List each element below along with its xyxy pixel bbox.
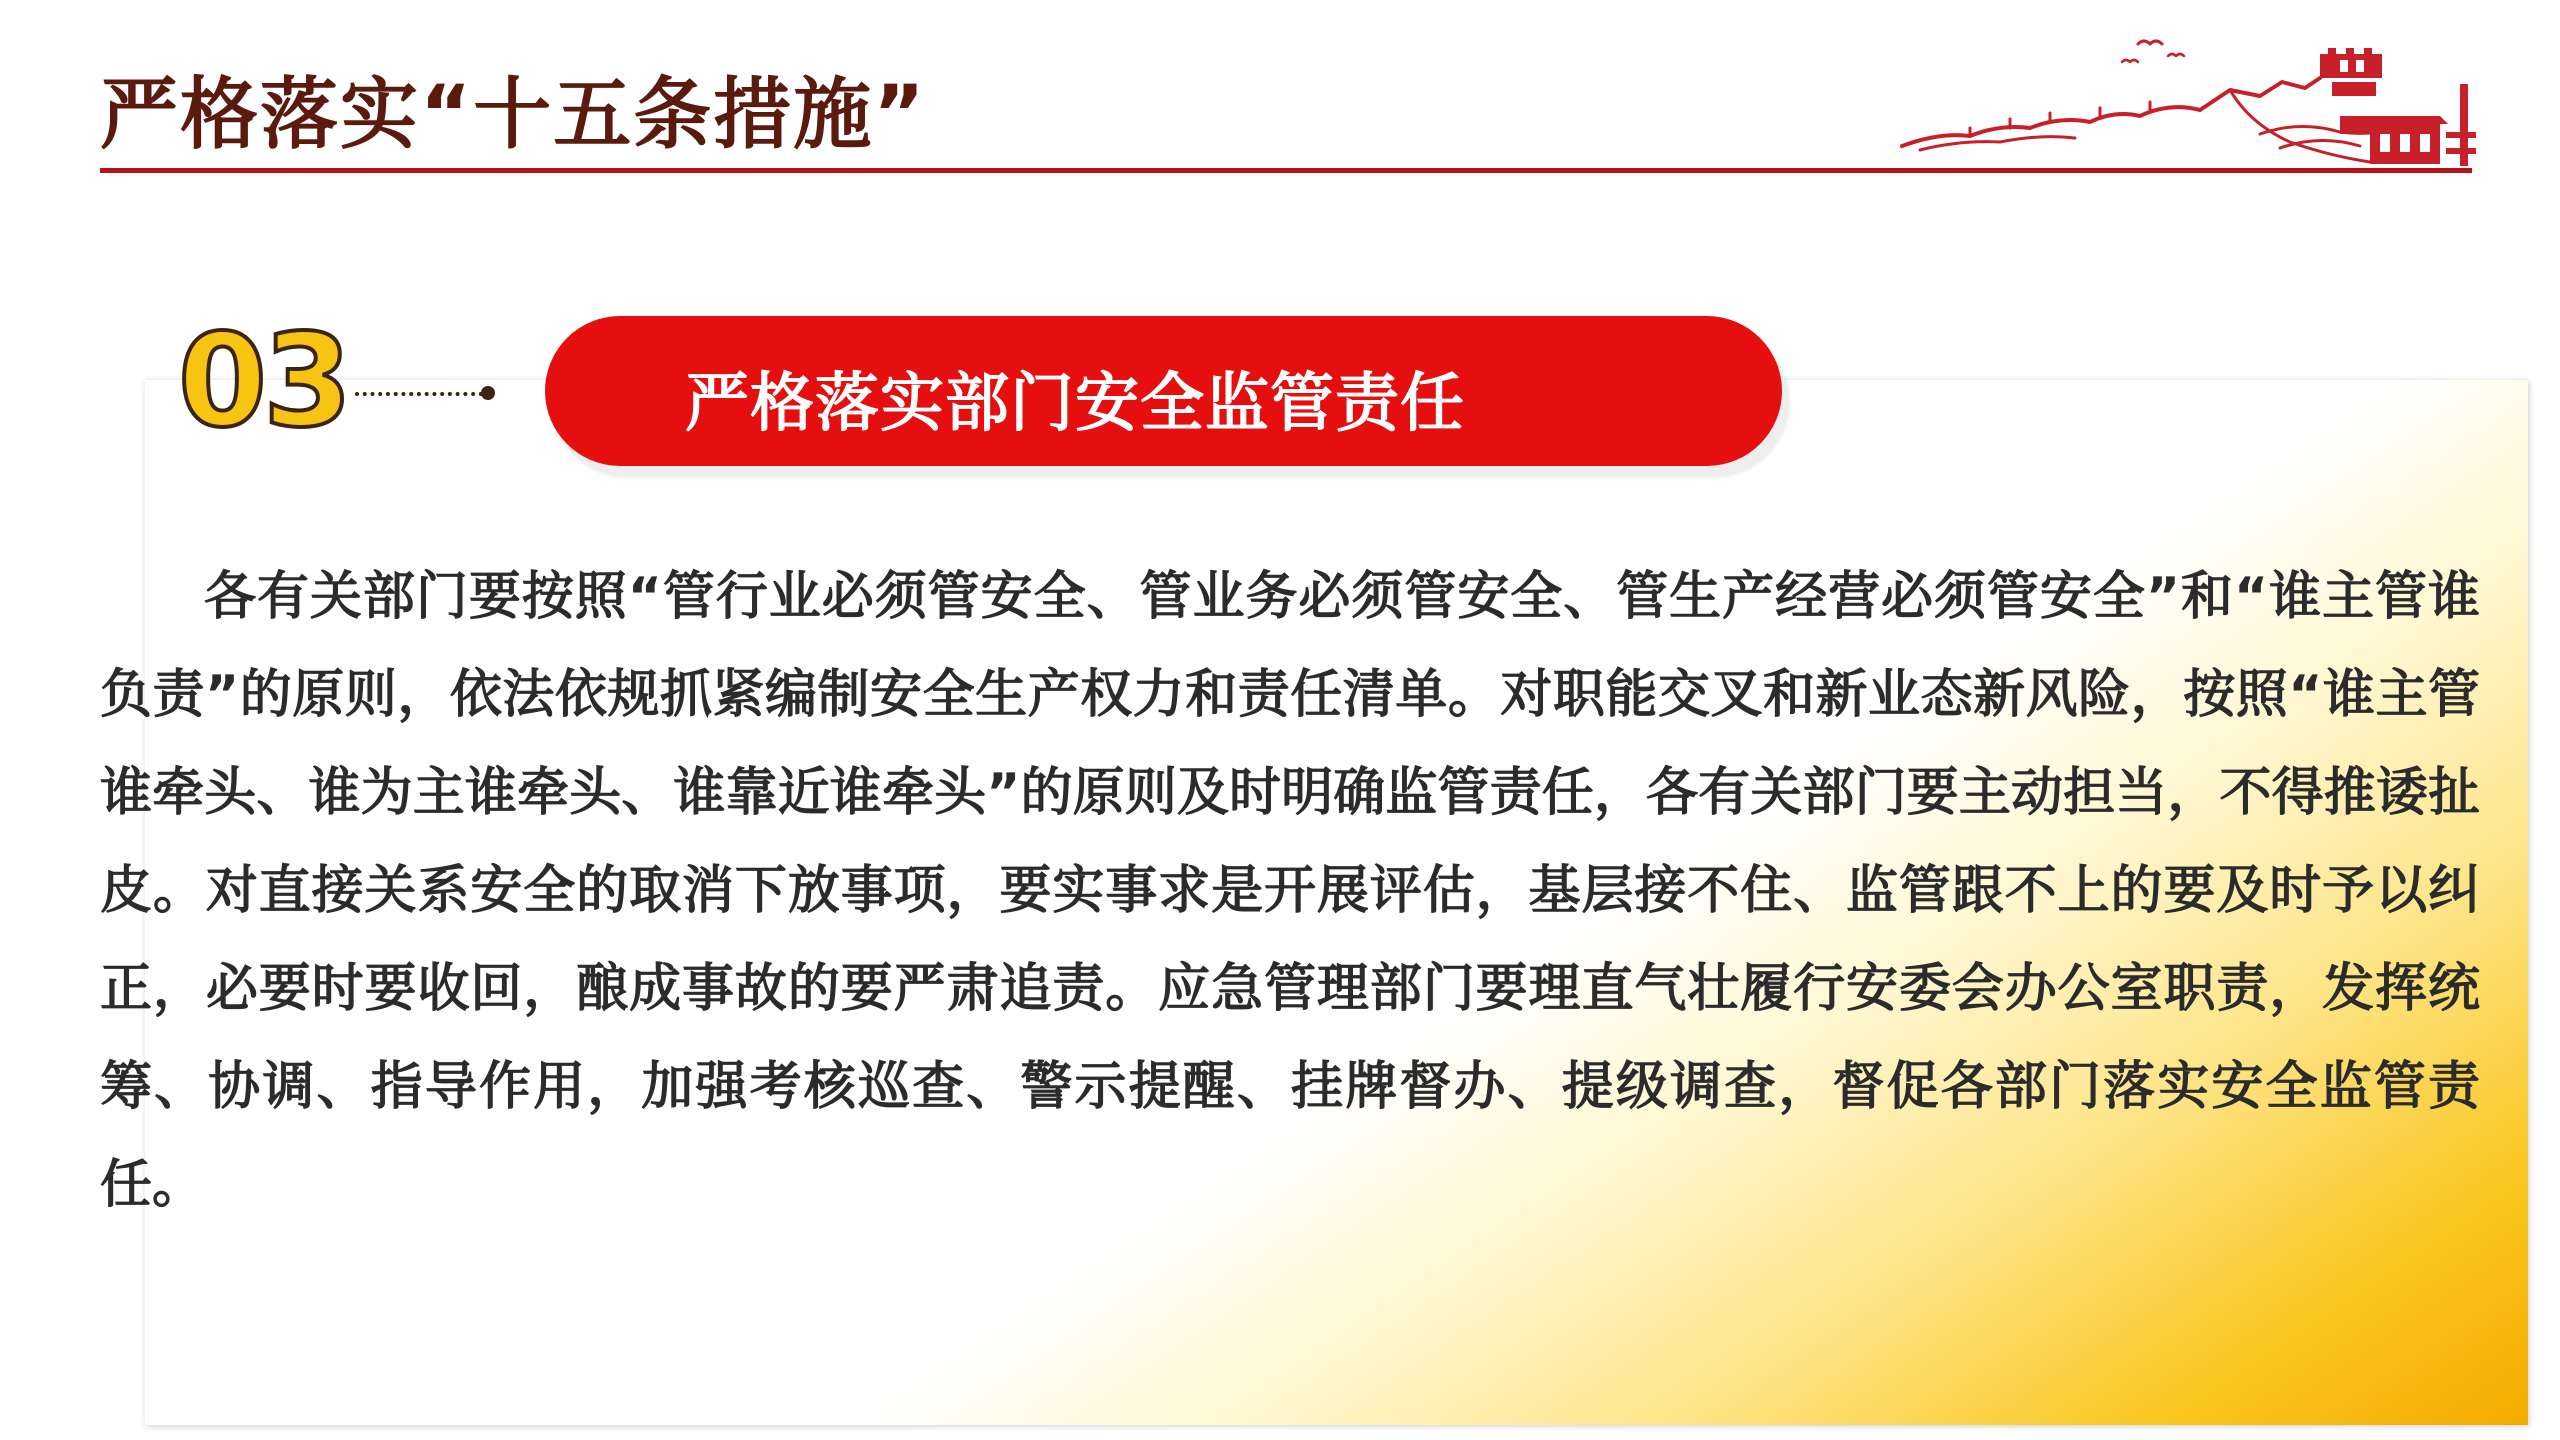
- section-heading-pill: [545, 316, 1782, 466]
- slide-title: 严格落实“十五条措施”: [100, 70, 927, 160]
- title-underline: [100, 168, 2472, 173]
- section-number: 03: [178, 307, 349, 456]
- section-heading: 严格落实部门安全监管责任: [685, 367, 1465, 441]
- dotted-connector: [355, 392, 483, 396]
- great-wall-icon: [1900, 24, 2480, 174]
- connector-dot: [481, 386, 495, 400]
- body-paragraph: 各有关部门要按照“管行业必须管安全、管业务必须管安全、管生产经营必须管安全”和“谁主管谁负责”的原则，依法依规抓紧编制安全生产权力和责任清单。对职能交叉和新业态新风险，按照“谁主管谁牵头、谁为主谁牵头、谁靠近谁牵头”的原则及时明确监管责任，各有关部门要主动担当，不得推诿扯皮。对直接关系安全的取消下放事项，要实事求是开展评估，基层接不住、监管跟不上的要及时予以纠正，必要时要收回，酿成事故的要严肃追责。应急管理部门要理直气壮履行安委会办公室职责，发挥统筹、协调、指导作用，加强考核巡查、警示提醒、挂牌督办、提级调查，督促各部门落实安全监管责任。: [100, 567, 2480, 1215]
